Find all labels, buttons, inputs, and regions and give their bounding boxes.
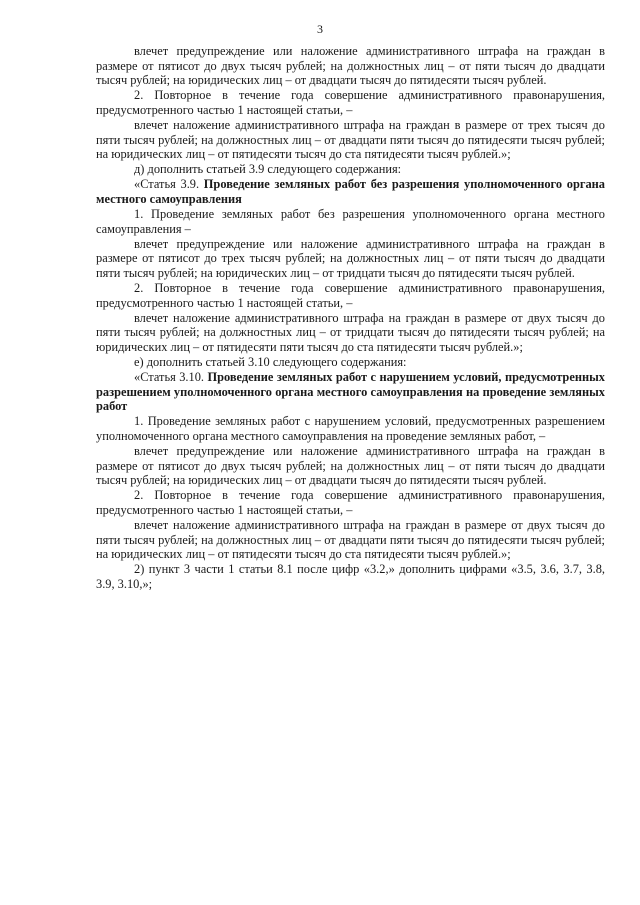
paragraph: влечет наложение административного штрафа на граждан в размере от двух тысяч до пяти тысяч рублей; на должностных лиц – от двадцати пяти тысяч до пятидесяти тысяч рублей; на юридических лиц – от пятидесяти тысяч до ста пятидесяти тысяч рублей.»; xyxy=(96,518,605,562)
paragraph: влечет предупреждение или наложение административного штрафа на граждан в размере от пятисот до двух тысяч рублей; на должностных лиц – от пяти тысяч до двадцати тысяч рублей; на юридических лиц – от двадцати тысяч до пятидесяти тысяч рублей. xyxy=(96,444,605,488)
paragraph: 1. Проведение земляных работ без разрешения уполномоченного органа местного самоуправления – xyxy=(96,207,605,236)
paragraph: влечет предупреждение или наложение административного штрафа на граждан в размере от пятисот до двух тысяч рублей; на должностных лиц – от пяти тысяч до двадцати тысяч рублей; на юридических лиц – от двадцати тысяч до пятидесяти тысяч рублей. xyxy=(96,44,605,88)
article-title: Проведение земляных работ без разрешения уполномоченного органа местного самоуправления xyxy=(96,177,605,206)
page-number: 3 xyxy=(317,22,323,36)
article-heading xyxy=(96,370,605,414)
paragraph: влечет наложение административного штрафа на граждан в размере от трех тысяч до пяти тысяч рублей; на должностных лиц – от двадцати пяти тысяч до пятидесяти тысяч рублей; на юридических лиц – от пятидесяти тысяч до ста пятидесяти тысяч рублей.»; xyxy=(96,117,605,162)
paragraph: влечет предупреждение или наложение административного штрафа на граждан в размере от пятисот до трех тысяч рублей; на должностных лиц – от пяти тысяч до двадцати пяти тысяч рублей; на юридических лиц – от тридцати тысяч до пятидесяти тысяч рублей. xyxy=(96,236,605,280)
article-title: Проведение земляных работ с нарушением условий, предусмотренных разрешением уполномоченного органа местного самоуправления на проведение земляных работ xyxy=(96,370,605,414)
paragraph: 2. Повторное в течение года совершение административного правонарушения, предусмотренного частью 1 настоящей статьи, – xyxy=(96,281,605,310)
paragraph: 2. Повторное в течение года совершение административного правонарушения, предусмотренного частью 1 настоящей статьи, – xyxy=(96,488,605,517)
article-number: «Статья 3.10. xyxy=(134,370,208,385)
paragraph: е) дополнить статьей 3.10 следующего содержания: xyxy=(134,354,407,369)
paragraph: 2. Повторное в течение года совершение административного правонарушения, предусмотренного частью 1 настоящей статьи, – xyxy=(96,88,605,117)
paragraph: 2) пункт 3 части 1 статьи 8.1 после цифр «3.2,» дополнить цифрами «3.5, 3.6, 3.7, 3.8, 3.9, 3.10,»; xyxy=(96,562,605,591)
paragraph: влечет наложение административного штрафа на граждан в размере от двух тысяч до пяти тысяч рублей; на должностных лиц – от тридцати тысяч до пятидесяти тысяч рублей; на юридических лиц – от пятидесяти пяти тысяч до ста пятидесяти тысяч рублей.»; xyxy=(96,310,605,354)
article-heading xyxy=(96,177,605,206)
document-body xyxy=(96,44,605,591)
article-number: «Статья 3.9. xyxy=(134,177,204,192)
paragraph: д) дополнить статьей 3.9 следующего содержания: xyxy=(134,162,402,177)
paragraph: 1. Проведение земляных работ с нарушением условий, предусмотренных разрешением уполномоченного органа местного самоуправления на проведение земляных работ, – xyxy=(96,414,605,443)
